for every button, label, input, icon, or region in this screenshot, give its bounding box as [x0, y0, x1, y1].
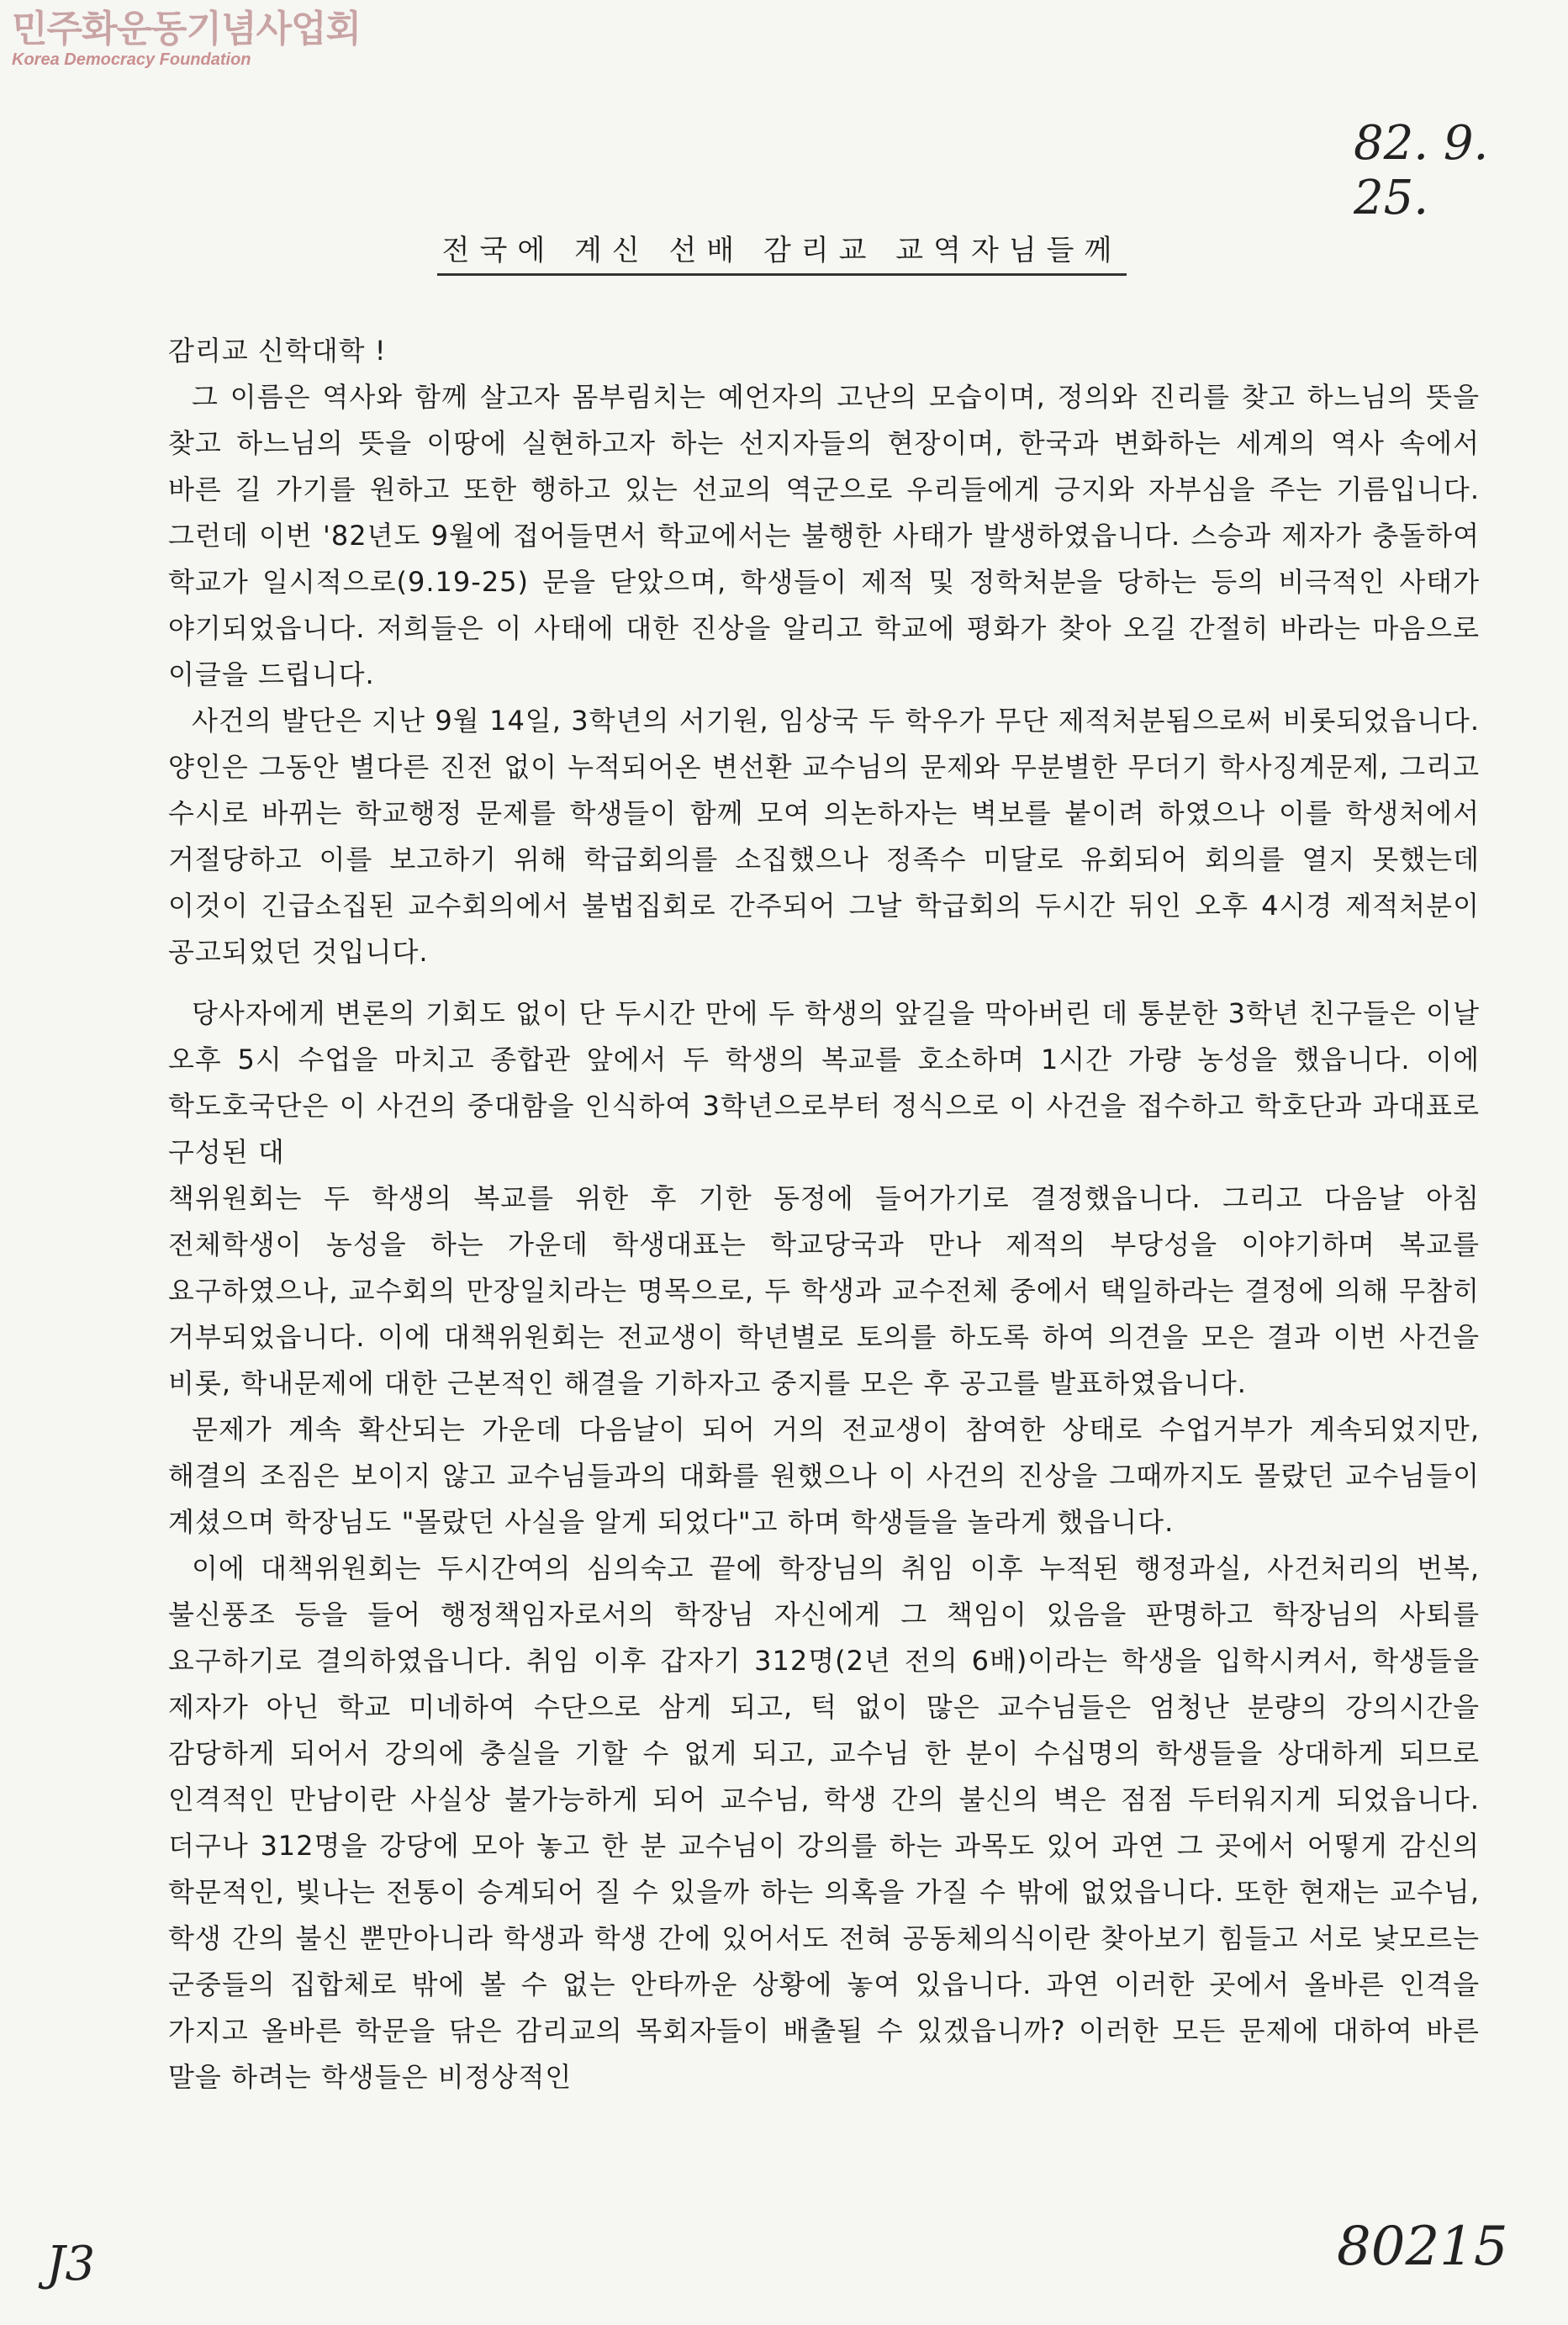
watermark-english: Korea Democracy Foundation: [12, 50, 251, 69]
paragraph-6: 이에 대책위원회는 두시간여의 심의숙고 끝에 학장님의 취임 이후 누적된 행정과실, 사건처리의 번복, 불신풍조 등을 들어 행정책임자로서의 학장님 자신에게 그 책임이 있음을 판명하고 학장님의 사퇴를 요구하기로 결의하였읍니다. 취임 이후 갑자기 312명(2년 전의 6배)이라는 학생을 입학시켜서, 학생들을 제자가 아닌 학교 미네하여 수단으로 삼게 되고, 턱 없이 많은 교수님들은 엄청난 분량의 강의시간을 감당하게 되어서 강의에 충실을 기할 수 없게 되고, 교수님 한 분이 수십명의 학생들을 상대하게 되므로 인격적인 만남이란 사실상 불가능하게 되어 교수님, 학생 간의 불신의 벽은 점점 두터워지게 되었읍니다. 더구나 312명을 강당에 모아 놓고 한 분 교수님이 강의를 하는 과목도 있어 과연 그 곳에서 어떻게 감신의 학문적인, 빛나는 전통이 승계되어 질 수 있을까 하는 의혹을 가질 수 밖에 없었읍니다. 또한 현재는 교수님, 학생 간의 불신 뿐만아니라 학생과 학생 간에 있어서도 전혀 공동체의식이란 찾아보기 힘들고 서로 낯모르는 군중들의 집합체로 밖에 볼 수 없는 안타까운 상황에 놓여 있읍니다. 과연 이러한 곳에서 올바른 인격을 가지고 올바른 학문을 닦은 감리교의 목회자들이 배출될 수 있겠읍니까? 이러한 모든 문제에 대하여 바른 말을 하려는 학생들은 비정상적인: [168, 1552, 1480, 2093]
paragraph-2: 사건의 발단은 지난 9월 14일, 3학년의 서기원, 임상국 두 학우가 무단 제적처분됨으로써 비롯되었읍니다. 양인은 그동안 별다른 진전 없이 누적되어온 변선환 교수님의 문제와 무분별한 무더기 학사징계문제, 그리고 수시로 바뀌는 학교행정 문제를 학생들이 함께 모여 의논하자는 벽보를 붙이려 하였으나 이를 학생처에서 거절당하고 이를 보고하기 위해 학급회의를 소집했으나 정족수 미달로 유회되어 회의를 열지 못했는데 이것이 긴급소집된 교수회의에서 불법집회로 간주되어 그날 학급회의 두시간 뒤인 오후 4시경 제적처분이 공고되었던 것입니다.: [168, 705, 1480, 968]
watermark-korean: 민주화운동기념사업회: [12, 8, 362, 50]
paragraph-5: 문제가 계속 확산되는 가운데 다음날이 되어 거의 전교생이 참여한 상태로 수업거부가 계속되었지만, 해결의 조짐은 보이지 않고 교수님들과의 대화를 원했으나 이 사건의 진상을 그때까지도 몰랐던 교수님들이 계셨으며 학장님도 "몰랐던 사실을 알게 되었다"고 하며 학생들을 놀라게 했읍니다.: [168, 1413, 1480, 1538]
paragraph-4: 책위원회는 두 학생의 복교를 위한 후 기한 동정에 들어가기로 결정했읍니다. 그리고 다음날 아침 전체학생이 농성을 하는 가운데 학생대표는 학교당국과 만나 제적의 부당성을 이야기하며 복교를 요구하였으나, 교수회의 만장일치라는 명목으로, 두 학생과 교수전체 중에서 택일하라는 결정에 의해 무참히 거부되었읍니다. 이에 대책위원회는 전교생이 학년별로 토의를 하도록 하여 의견을 모은 결과 이번 사건을 비롯, 학내문제에 대한 근본적인 해결을 기하자고 중지를 모은 후 공고를 발표하였읍니다.: [168, 1182, 1480, 1399]
document-title: 전국에 계신 선배 감리교 교역자님들께: [437, 227, 1127, 276]
paragraph-1: 그 이름은 역사와 함께 살고자 몸부림치는 예언자의 고난의 모습이며, 정의와 진리를 찾고 하느님의 뜻을 찾고 하느님의 뜻을 이땅에 실현하고자 하는 선지자들의 현장이며, 한국과 변화하는 세계의 역사 속에서 바른 길 가기를 원하고 또한 행하고 있는 선교의 역군으로 우리들에게 긍지와 자부심을 주는 기름입니다. 그런데 이번 '82년도 9월에 접어들면서 학교에서는 불행한 사태가 발생하였읍니다. 스승과 제자가 충돌하여 학교가 일시적으로(9.19-25) 문을 닫았으며, 학생들이 제적 및 정학처분을 당하는 등의 비극적인 사태가 야기되었읍니다. 저희들은 이 사태에 대한 진상을 알리고 학교에 평화가 찾아 오길 간절히 바라는 마음으로 이글을 드립니다.: [168, 381, 1480, 690]
handwritten-corner-mark: J3: [46, 2237, 96, 2291]
salutation: 감리교 신학대학 !: [168, 335, 387, 367]
handwritten-page-number: 80215: [1337, 2216, 1508, 2278]
watermark: [12, 10, 361, 69]
handwritten-date: 82. 9. 25.: [1354, 116, 1489, 225]
paragraph-3: 당사자에게 변론의 기회도 없이 단 두시간 만에 두 학생의 앞길을 막아버린 데 통분한 3학년 친구들은 이날 오후 5시 수업을 마치고 종합관 앞에서 두 학생의 복교를 호소하며 1시간 가량 농성을 했읍니다. 이에 학도호국단은 이 사건의 중대함을 인식하여 3학년으로부터 정식으로 이 사건을 접수하고 학호단과 과대표로 구성된 대: [168, 997, 1480, 1168]
letter-body: [168, 328, 1480, 2100]
